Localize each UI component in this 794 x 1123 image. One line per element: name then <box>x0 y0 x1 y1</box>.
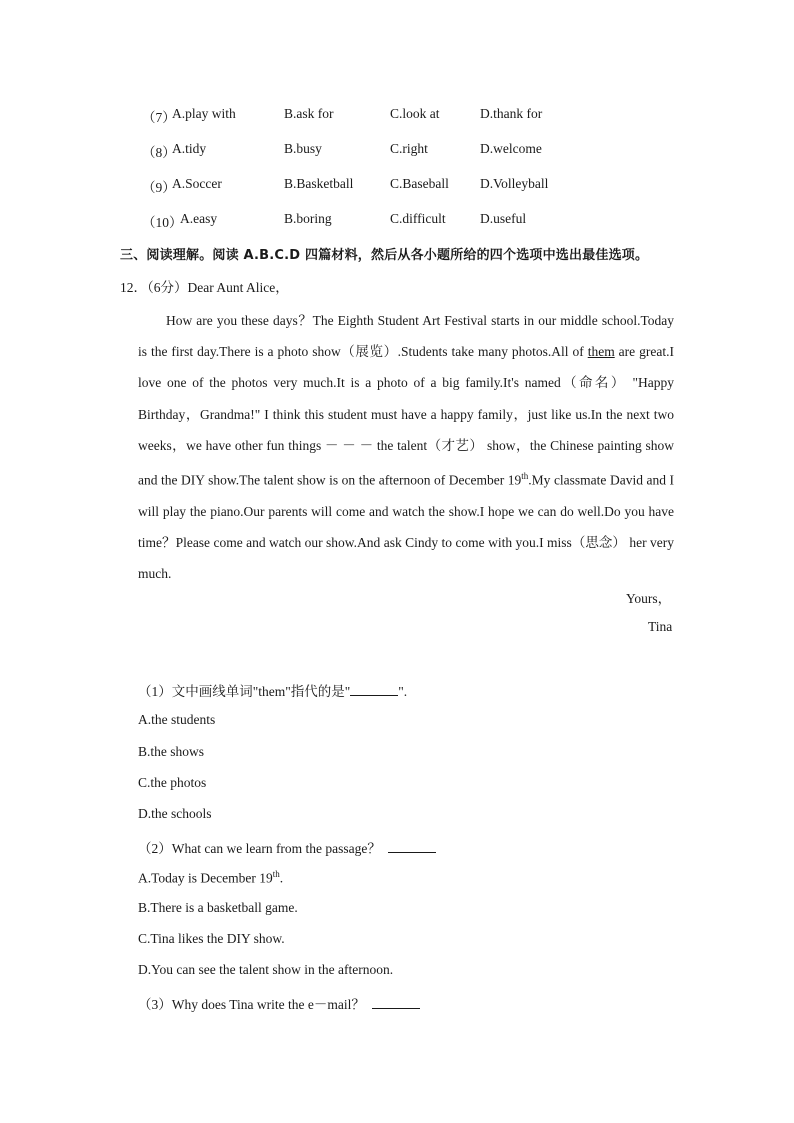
subquestion-1-prompt <box>138 680 407 700</box>
letter-body <box>138 305 674 589</box>
option-number: （8） <box>142 145 176 160</box>
subquestion-2-option-b: B.There is a basketball game. <box>138 900 298 915</box>
question-number: 12．（6分） <box>120 280 188 295</box>
answer-blank <box>350 683 398 696</box>
superscript-th: th <box>521 471 529 482</box>
letter-text-1: How are you these days？The Eighth Student Art Festival starts in our middle school.Today is the first day.There is a photo show（展览）.Students take many photos.All of <box>138 313 674 360</box>
option-text: A.Today is December 19 <box>138 870 273 886</box>
option-d: D.Volleyball <box>480 176 549 191</box>
question-header <box>120 276 289 296</box>
subquestion-1-option-c: C.the photos <box>138 775 207 790</box>
letter-signature: Tina <box>648 619 673 634</box>
option-d: D.thank for <box>480 106 543 121</box>
subquestion-1-option-a: A.the students <box>138 712 216 727</box>
letter-text-3: .My classmate David and I will play the piano.Our parents will come and watch the show.I hope we can do well.Do you have time？Please come and watch our show.And ask Cindy to come with you.I miss（思念） her very much. <box>138 472 674 582</box>
option-row-9 <box>142 176 662 196</box>
option-number: （7） <box>142 110 176 125</box>
option-b: B.busy <box>284 141 322 156</box>
letter-closing: Yours， <box>626 591 672 606</box>
subquestion-3-prompt <box>138 993 420 1013</box>
letter-paragraph <box>138 305 674 589</box>
prompt-text-end: ". <box>398 684 408 699</box>
subquestion-1-option-b: B.the shows <box>138 744 205 759</box>
option-b: B.Basketball <box>284 176 354 191</box>
option-row-7 <box>142 106 662 126</box>
option-c: C.look at <box>390 106 440 121</box>
option-number: （9） <box>142 180 176 195</box>
option-b: B.ask for <box>284 106 334 121</box>
option-a: A.Soccer <box>172 176 222 191</box>
section-heading: 三、阅读理解。阅读 A.B.C.D 四篇材料，然后从各小题所给的四个选项中选出最佳选项。 <box>120 248 649 263</box>
option-c: C.right <box>390 141 428 156</box>
option-row-8 <box>142 141 662 161</box>
answer-blank <box>372 996 420 1009</box>
option-d: D.welcome <box>480 141 542 156</box>
option-row-10 <box>142 211 662 231</box>
superscript-th: th <box>272 869 280 879</box>
option-a: A.tidy <box>172 141 207 156</box>
prompt-text: （1）文中画线单词"them"指代的是" <box>138 684 351 699</box>
option-a: A.easy <box>180 211 218 226</box>
option-b: B.boring <box>284 211 332 226</box>
letter-greeting: Dear Aunt Alice， <box>187 280 289 295</box>
subquestion-2-option-a <box>138 869 283 887</box>
answer-blank <box>388 840 436 853</box>
subquestion-1-option-d: D.the schools <box>138 806 212 821</box>
option-c: C.Baseball <box>390 176 449 191</box>
letter-text-2: are great.I love one of the photos very much.It is a photo of a big family.It's named（命名） "Happy Birthday，Grandma!" I think this student must have a happy family，just like us.In the next two weeks，we have other fun things － － － the talent（才艺） show，the Chinese painting show and the DIY show.The talent show is on the afternoon of December 19 <box>138 344 674 488</box>
subquestion-2-prompt <box>138 837 436 857</box>
prompt-text: （2）What can we learn from the passage？ <box>138 841 381 856</box>
subquestion-2-option-c: C.Tina likes the DIY show. <box>138 931 285 946</box>
option-d: D.useful <box>480 211 527 226</box>
option-text-end: . <box>279 870 284 886</box>
option-a: A.play with <box>172 106 236 121</box>
prompt-text: （3）Why does Tina write the e－mail？ <box>138 997 365 1012</box>
subquestion-2-option-d: D.You can see the talent show in the afternoon. <box>138 962 394 977</box>
option-number: （10） <box>142 215 183 230</box>
option-c: C.difficult <box>390 211 446 226</box>
underlined-word-them: them <box>587 344 615 360</box>
